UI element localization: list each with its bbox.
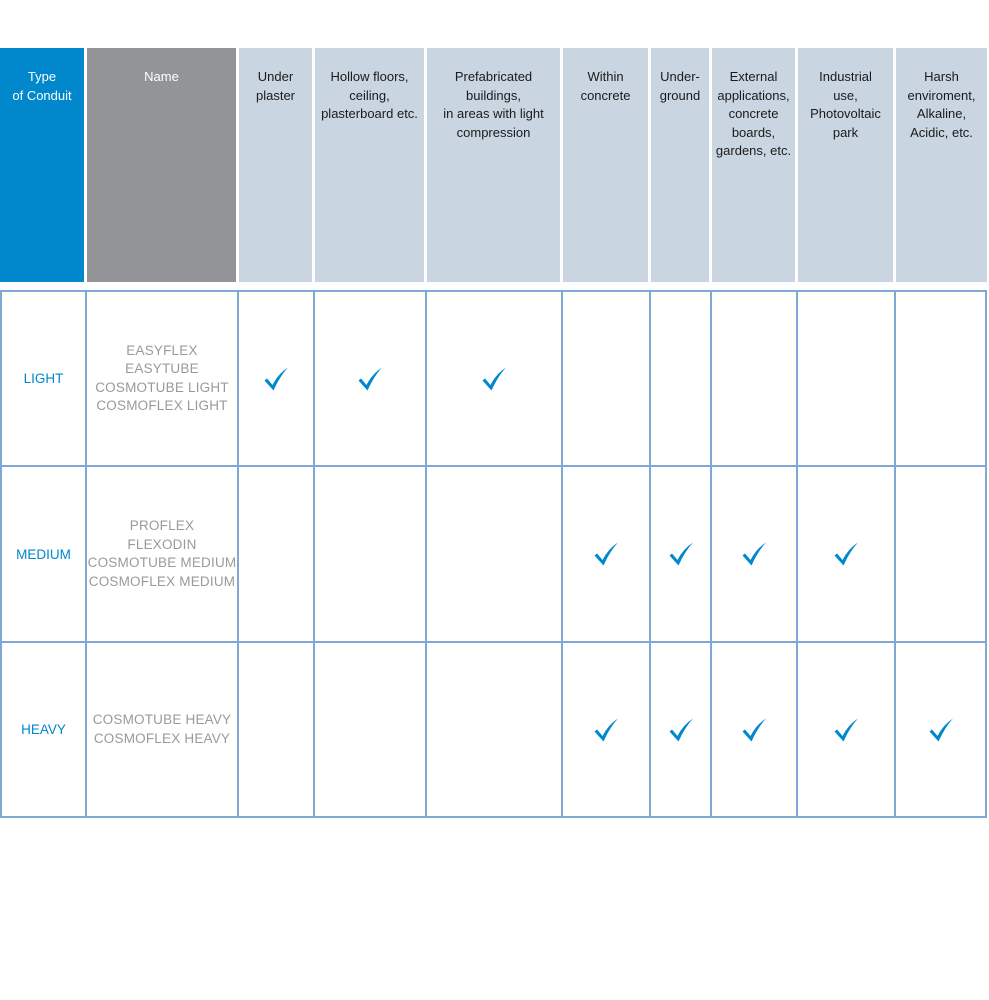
checkmark-icon xyxy=(593,717,619,743)
header-hollow-floors: Hollow floors, ceiling, plasterboard etc. xyxy=(315,48,424,282)
check-cell xyxy=(712,643,796,816)
check-cell xyxy=(563,292,649,465)
check-cell xyxy=(427,292,561,465)
grid-line xyxy=(0,816,987,818)
check-cell xyxy=(798,643,894,816)
checkmark-icon xyxy=(481,366,507,392)
product-name: PROFLEX xyxy=(129,518,195,533)
conduit-type-label: HEAVY xyxy=(21,722,66,737)
check-cell xyxy=(239,643,313,816)
check-cell xyxy=(896,467,985,641)
checkmark-icon xyxy=(833,717,859,743)
conduit-type-label: MEDIUM xyxy=(16,546,71,562)
header-underground: Under- ground xyxy=(651,48,709,282)
check-cell xyxy=(712,292,796,465)
check-cell xyxy=(798,467,894,641)
product-name: EASYFLEX xyxy=(126,342,198,358)
checkmark-icon xyxy=(668,541,694,567)
product-name: COSMOFLEX HEAVY xyxy=(93,730,231,746)
product-name: FLEXODIN xyxy=(127,536,197,552)
check-cell xyxy=(427,467,561,641)
check-cell xyxy=(239,467,313,641)
checkmark-icon xyxy=(928,717,954,743)
header-external-applications: External applications, concrete boards, gardens, etc. xyxy=(712,48,795,282)
check-cell xyxy=(651,292,710,465)
product-name: COSMOTUBE HEAVY xyxy=(92,712,232,727)
grid-line xyxy=(985,290,987,818)
product-names xyxy=(87,467,237,641)
header-industrial-use: Industrial use, Photovoltaic park xyxy=(798,48,893,282)
checkmark-icon xyxy=(741,541,767,567)
check-cell xyxy=(427,643,561,816)
check-cell xyxy=(651,643,710,816)
product-name: EASYTUBE xyxy=(125,361,199,376)
checkmark-icon xyxy=(833,541,859,567)
check-cell xyxy=(239,292,313,465)
check-cell xyxy=(315,292,425,465)
check-cell xyxy=(712,467,796,641)
check-cell xyxy=(315,643,425,816)
product-names xyxy=(87,643,237,816)
header-under-plaster: Under plaster xyxy=(239,48,312,282)
header-harsh-environment: Harsh enviroment, Alkaline, Acidic, etc. xyxy=(896,48,987,282)
checkmark-icon xyxy=(593,541,619,567)
product-name: COSMOTUBE MEDIUM xyxy=(87,555,237,570)
product-name: COSMOFLEX MEDIUM xyxy=(88,573,236,589)
check-cell xyxy=(563,467,649,641)
check-cell xyxy=(798,292,894,465)
product-names xyxy=(87,292,237,465)
header-within-concrete: Within concrete xyxy=(563,48,648,282)
checkmark-icon xyxy=(263,366,289,392)
header-name: Name xyxy=(87,48,236,282)
checkmark-icon xyxy=(668,717,694,743)
conduit-type-label: LIGHT xyxy=(23,371,64,386)
check-cell xyxy=(896,643,985,816)
check-cell xyxy=(896,292,985,465)
check-cell xyxy=(651,467,710,641)
check-cell xyxy=(563,643,649,816)
header-prefabricated-buildings: Prefabricated buildings, in areas with light compression xyxy=(427,48,560,282)
check-cell xyxy=(315,467,425,641)
checkmark-icon xyxy=(741,717,767,743)
product-name: COSMOTUBE LIGHT xyxy=(95,379,229,395)
product-name: COSMOFLEX LIGHT xyxy=(96,398,228,413)
header-type-of-conduit: Type of Conduit xyxy=(0,48,84,282)
checkmark-icon xyxy=(357,366,383,392)
